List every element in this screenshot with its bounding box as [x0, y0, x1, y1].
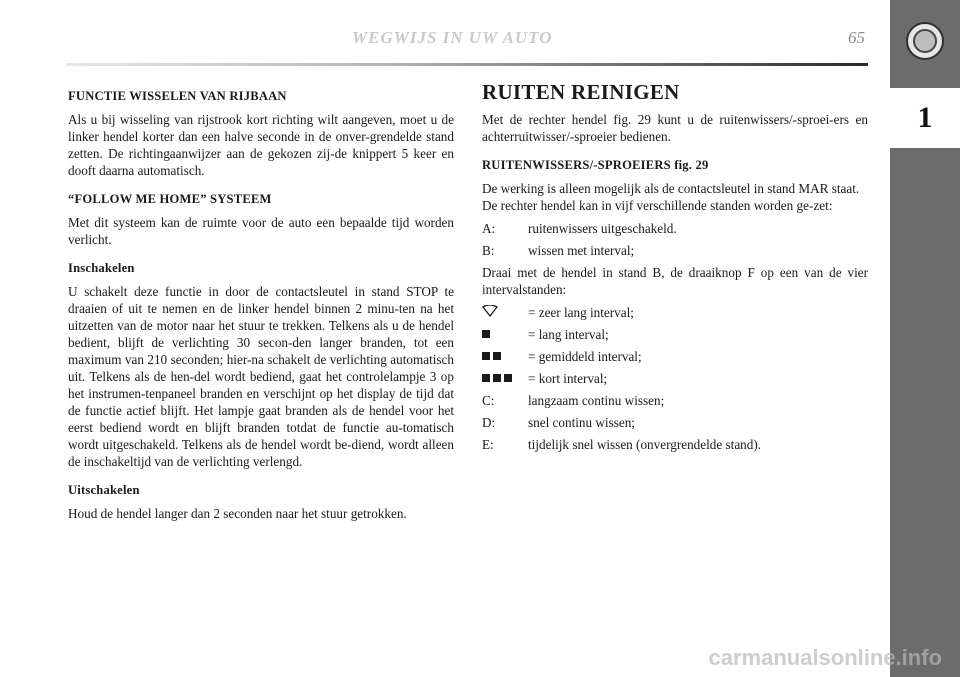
list-item: D: snel continu wissen; — [482, 415, 635, 430]
square-icon — [493, 352, 501, 360]
square-icon — [482, 352, 490, 360]
list-item: = zeer lang interval; — [482, 304, 868, 321]
list-item: E: tijdelijk snel wissen (onvergrendelde stand). — [482, 437, 762, 452]
paragraph: Met dit systeem kan de ruimte voor de auto een bepaalde tijd worden verlicht. — [68, 215, 454, 247]
section-heading: “FOLLOW ME HOME” SYSTEEM — [68, 192, 272, 206]
paragraph: De werking is alleen mogelijk als de contactsleutel in stand MAR staat. — [482, 181, 860, 196]
section-heading: Uitschakelen — [68, 483, 140, 497]
paragraph: Als u bij wisseling van rijstrook kort richting wilt aangeven, moet u de linker hendel korter dan een halve seconde in de onver-grendelde stand zetten. De richtingaanwijzer aan de gekozen zij-de knippert 5 keer en dooft daarna automatisch. — [68, 112, 454, 178]
lancia-logo-icon — [906, 22, 944, 60]
section-heading: RUITENWISSERS/-SPROEIERS fig. 29 — [482, 158, 709, 172]
wiper-interval-icon — [482, 305, 498, 317]
paragraph: U schakelt deze functie in door de contactsleutel in stand STOP te draaien of uit te nemen en de linker hendel binnen 2 minu-ten na het uitzetten van de motor naar het stuur te trekken. Telkens als u de hendel bedient, blijft de verlichting 30 secon-den langer branden, tot een maximum van 210 seconden; hier-na schakelt de verlichting automatisch uit. Telkens als de hen-del wordt bediend, gaat het controlelampje 3 op het instrumen-tenpaneel branden en verschijnt op het display de tijd dat de functie actief blijft. Het lampje gaat branden als de hendel voor het eerst bediend wordt en blijft branden totdat de functie au-tomatisch wordt uitgeschakeld. Telkens als de hendel wordt be-diend, wordt alleen de inschakeltijd van de verlichting verlengd. — [68, 284, 454, 469]
section-heading: Inschakelen — [68, 261, 135, 275]
paragraph: De rechter hendel kan in vijf verschillende standen worden ge-zet: — [482, 198, 833, 213]
right-column — [482, 80, 868, 458]
running-header: WEGWIJS IN UW AUTO — [352, 28, 553, 47]
left-column — [68, 88, 454, 534]
page-number: 65 — [848, 28, 865, 47]
paragraph: Met de rechter hendel fig. 29 kunt u de ruitenwissers/-sproei-ers en achterruitwisser/-sproeier bedienen. — [482, 112, 868, 144]
list-item: A: ruitenwissers uitgeschakeld. — [482, 221, 677, 236]
list-item: B: wissen met interval; — [482, 243, 635, 258]
list-item: = kort interval; — [482, 370, 868, 387]
paragraph: Draai met de hendel in stand B, de draaiknop F op een van de vier intervalstanden: — [482, 265, 868, 297]
list-item: C: langzaam continu wissen; — [482, 393, 665, 408]
square-icon — [482, 330, 490, 338]
page-section-title: RUITEN REINIGEN — [482, 80, 680, 104]
section-heading: FUNCTIE WISSELEN VAN RIJBAAN — [68, 89, 287, 103]
list-item: = lang interval; — [482, 326, 868, 343]
chapter-number: 1 — [890, 88, 960, 148]
square-icon — [482, 374, 490, 382]
watermark: carmanualsonline.info — [708, 645, 942, 670]
header-rule — [66, 63, 868, 66]
paragraph: Houd de hendel langer dan 2 seconden naar het stuur getrokken. — [68, 506, 407, 521]
chapter-sidebar — [890, 0, 960, 677]
square-icon — [504, 374, 512, 382]
list-item: = gemiddeld interval; — [482, 348, 868, 365]
square-icon — [493, 374, 501, 382]
